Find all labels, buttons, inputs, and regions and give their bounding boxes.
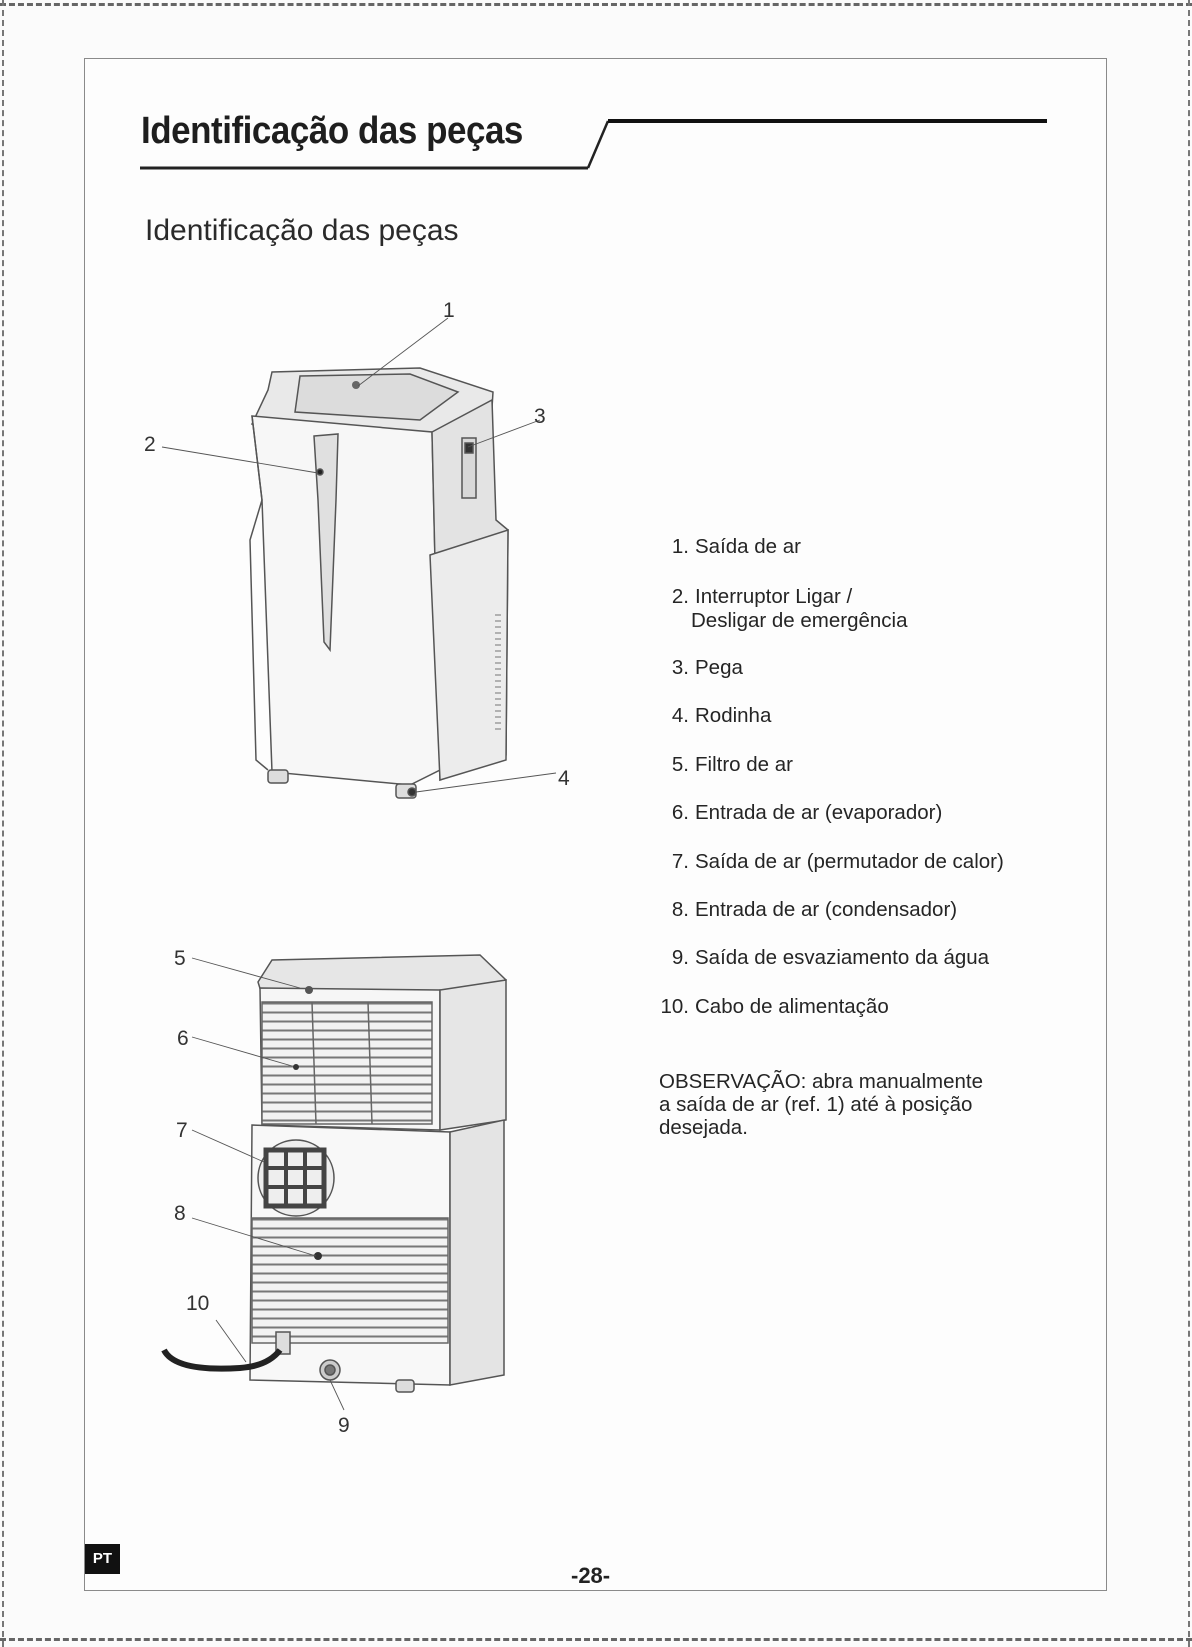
section-title: Identificação das peças: [145, 214, 459, 247]
callout-4: 4: [558, 767, 570, 790]
callout-10: 10: [186, 1292, 210, 1315]
list-item: 6. Entrada de ar (evaporador): [671, 801, 943, 824]
list-item: 8. Entrada de ar (condensador): [671, 898, 958, 921]
callout-2: 2: [144, 433, 156, 456]
callout-1: 1: [443, 299, 455, 322]
note: OBSERVAÇÃO: abra manualmente a saída de ar (ref. 1) até à posição desejada.: [659, 1070, 983, 1139]
list-item: 3. Pega: [671, 656, 743, 679]
page-title: Identificação das peças: [141, 110, 523, 152]
back-unit: [164, 955, 506, 1392]
list-item: 5. Filtro de ar: [671, 753, 793, 776]
list-item: 7. Saída de ar (permutador de calor): [671, 850, 1004, 873]
callout-5: 5: [174, 947, 186, 970]
list-item: 2. Interruptor Ligar / Desligar de emergência: [671, 585, 908, 632]
callout-6: 6: [177, 1027, 189, 1050]
list-item: 9. Saída de esvaziamento da água: [671, 946, 990, 969]
callout-3: 3: [534, 405, 546, 428]
list-item: 1. Saída de ar: [671, 535, 801, 558]
callout-8: 8: [174, 1202, 186, 1225]
page-number: -28-: [571, 1563, 611, 1588]
language-badge: PT: [85, 1544, 120, 1574]
callout-7: 7: [176, 1119, 188, 1142]
list-item: 10. Cabo de alimentação: [660, 995, 889, 1018]
front-unit: [250, 368, 508, 798]
callout-9: 9: [338, 1414, 350, 1437]
list-item: 4. Rodinha: [671, 704, 772, 727]
